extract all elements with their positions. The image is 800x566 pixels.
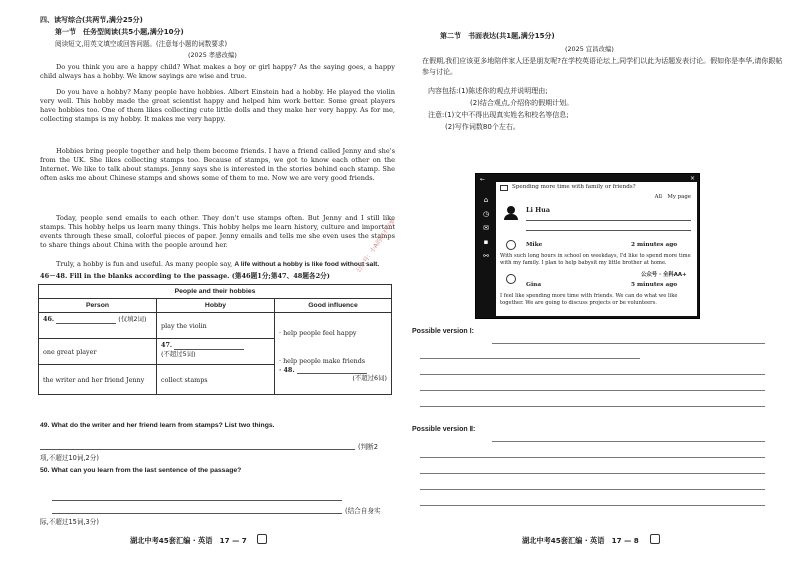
influence-1: · help people feel happy — [279, 328, 357, 337]
version-1-line-1[interactable] — [492, 343, 765, 344]
q46-blank[interactable] — [56, 317, 116, 324]
paragraph-5 — [40, 260, 395, 270]
paragraph-5-bold: A life without a hobby is like food without salt. — [234, 261, 380, 268]
table-cell-influence — [275, 313, 392, 395]
forum-icon — [500, 185, 508, 191]
q50-note-2: 际,不超过15词,3分) — [40, 518, 99, 526]
mike-avatar — [506, 240, 516, 250]
home-icon[interactable]: ⌂ — [483, 196, 489, 204]
post1-name: Mike — [526, 242, 543, 248]
hobbies-table — [38, 284, 392, 395]
version-2-line-4[interactable] — [420, 489, 765, 490]
mail-icon[interactable]: ✉ — [483, 224, 489, 232]
version-2-line-2[interactable] — [420, 457, 765, 458]
forum-content — [496, 182, 697, 316]
q49-note-1: (判断2 — [358, 443, 378, 451]
version-2-line-5[interactable] — [420, 505, 765, 506]
post2-badge: 公众号 · 全科AA+ — [641, 272, 687, 278]
q47-blank[interactable] — [174, 343, 244, 350]
close-icon[interactable]: × — [689, 175, 695, 182]
q48-note: (不超过6词) — [352, 374, 387, 383]
note-1: 注意:(1)文中不得出现真实姓名和校名等信息; — [428, 111, 569, 119]
table-cell-47[interactable] — [157, 339, 275, 365]
chat-icon[interactable]: ▪ — [483, 238, 489, 246]
reply-line-2[interactable] — [526, 230, 691, 231]
gina-avatar — [506, 274, 516, 284]
requirement-2: (2)结合观点,介绍你的假期计划。 — [470, 99, 574, 107]
version-1-line-5[interactable] — [420, 406, 765, 407]
left-footer-logo — [257, 534, 267, 544]
source: (2025 孝感改编) — [188, 51, 237, 59]
paragraph-4: Today, people send emails to each other. They don't use stamps often. But Jenny and I still like stamps. This hobby helps us learn many things. This hobby helps me learn history, culture and important events through these small, colorful pieces of paper. Jenny emails and tells me she even uses the stamps to share things about China with the people around her. — [40, 214, 395, 249]
question-50: 50. What can you learn from the last sentence of the passage? — [40, 467, 242, 474]
post1-time: 2 minutes ago — [631, 242, 678, 248]
paragraph-1: Do you think you are a happy child? What makes a boy or girl happy? As the saying goes, a happy child always has a hobby. We know sayings are wise and true. — [40, 63, 395, 80]
watermark: 公众号：小A的吧不烂梦 — [355, 217, 398, 275]
table-cell-46[interactable] — [39, 313, 157, 339]
link-icon[interactable]: ⚯ — [483, 252, 489, 260]
clock-icon[interactable]: ◷ — [482, 210, 490, 218]
table-header-influence: Good influence — [275, 299, 392, 313]
part2-title: 第二节 书面表达(共1题,满分15分) — [440, 32, 555, 40]
paragraph-2: Do you have a hobby? Many people have hobbies. Albert Einstein had a hobby. He played the violin very well. This hobby made the great scientist happy and helped him work better. Some great players have hobbies too. One of them likes collecting cute little dolls and they make her very happy. As for me, collecting stamps is my hobby. It makes me very happy. — [40, 88, 395, 123]
question-49: 49. What do the writer and her friend learn from stamps? List two things. — [40, 422, 275, 429]
forum-window — [475, 173, 700, 319]
user-avatar — [504, 206, 518, 220]
q47-number: 47. — [161, 341, 173, 350]
version-2-line-3[interactable] — [420, 473, 765, 474]
note-2: (2)写作词数80个左右。 — [445, 123, 520, 131]
q48-number: · 48. — [279, 365, 295, 374]
left-footer: 湖北中考45套汇编 · 英语 17 — 7 — [130, 536, 247, 545]
right-footer: 湖北中考45套汇编 · 英语 17 — 8 — [522, 536, 639, 545]
table-cell-violin: play the violin — [157, 313, 275, 339]
post2-text: I feel like spending more time with friends. We can do what we like together. We are going to discuss projects or be volunteers. — [500, 293, 678, 307]
right-footer-logo — [650, 534, 660, 544]
version-2-label: Possible version Ⅱ: — [412, 426, 476, 433]
version-1-label: Possible version Ⅰ: — [412, 328, 474, 335]
table-header-hobby: Hobby — [157, 299, 275, 313]
section-title: 四、读写综合(共两节,满分25分) — [40, 16, 143, 24]
paragraph-5-text: Truly, a hobby is fun and useful. As many people say, — [56, 260, 235, 268]
forum-tabs[interactable]: All My page — [654, 194, 691, 200]
question-46-48-instruction: 46－48. Fill in the blanks according to the passage. (第46题1分;第47、48题各2分) — [40, 272, 330, 280]
q49-answer-line[interactable] — [40, 449, 355, 450]
reply-line-1[interactable] — [526, 220, 691, 221]
post2-time: 5 minutes ago — [631, 282, 678, 288]
table-cell-player: one great player — [39, 339, 157, 365]
version-2-line-1[interactable] — [492, 441, 765, 442]
version-1-line-2[interactable] — [420, 358, 640, 359]
paragraph-3: Hobbies bring people together and help them become friends. I have a friend called Jenny and she's from the UK. She likes collecting stamps too. Because of stamps, we got to know each other on the Internet. We like to talk about stamps. Jenny says she is interested in the stories behind each stamp. She often asks me about Chinese stamps and shows some of them to me. Now we are very good friends. — [40, 147, 395, 182]
q46-note: (仅填2词) — [118, 315, 147, 324]
user-name: Li Hua — [526, 206, 550, 214]
forum-title: Spending more time with family or friends? — [512, 184, 636, 190]
task-intro: 在假期,我们应该更多地陪伴家人还是朋友呢?在学校英语论坛上,同学们以此为话题发表讨论。假如你是李华,请你跟帖参与讨论。 — [422, 57, 783, 77]
post1-text: With such long hours in school on weekdays, I'd like to spend more time with my family. I plan to help babysit my little brother at home. — [500, 253, 691, 267]
instruction: 阅读短文,用英文填空或回答问题。(注意每小题的词数要求) — [55, 40, 228, 48]
influence-2: · help people make friends — [279, 357, 366, 366]
table-title: People and their hobbies — [39, 285, 392, 299]
part1-title: 第一节 任务型阅读(共5小题,满分10分) — [55, 28, 184, 36]
version-1-line-4[interactable] — [420, 390, 765, 391]
part2-source: (2025 宜昌改编) — [565, 45, 614, 53]
table-cell-stamps: collect stamps — [157, 365, 275, 395]
version-1-line-3[interactable] — [420, 374, 765, 375]
post2-name: Gina — [526, 282, 542, 288]
back-arrow-icon[interactable]: ← — [480, 176, 486, 183]
q50-answer-line-1[interactable] — [52, 500, 342, 501]
q50-note-1: (结合自身实 — [345, 507, 381, 515]
q46-number: 46. — [43, 315, 55, 324]
q49-note-2: 项,不超过10词,2分) — [40, 454, 99, 462]
q50-answer-line-2[interactable] — [52, 513, 342, 514]
table-cell-writer: the writer and her friend Jenny — [39, 365, 157, 395]
table-header-person: Person — [39, 299, 157, 313]
requirement-1: 内容包括:(1)陈述你的观点并说明理由; — [428, 87, 548, 95]
q47-note: (不超过5词) — [161, 349, 196, 358]
